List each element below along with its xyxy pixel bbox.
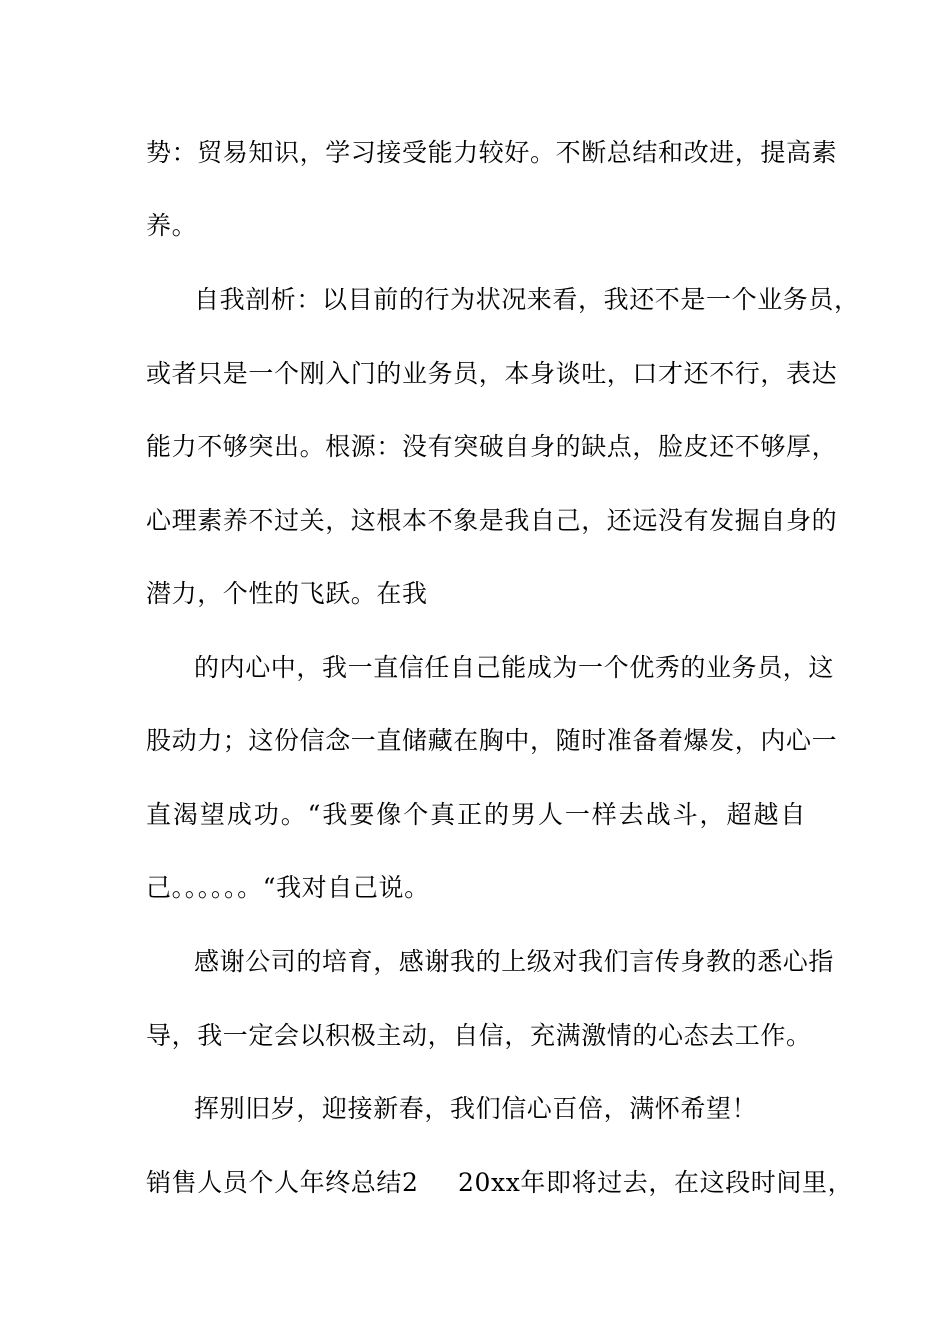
paragraph-line: 己。。。。。。“我对自己说。 xyxy=(146,873,430,902)
paragraph-line: 挥别旧岁，迎接新春，我们信心百倍，满怀希望！ xyxy=(194,1094,758,1123)
paragraph-line: 心理素养不过关，这根本不象是我自己，还远没有发掘自身的 xyxy=(146,506,838,535)
paragraph-line: 直渴望成功。“我要像个真正的男人一样去战斗，超越自 xyxy=(146,800,806,829)
paragraph-line: 股动力；这份信念一直储藏在胸中，随时准备着爆发，内心一 xyxy=(146,726,838,755)
section-title: 销售人员个人年终总结2 xyxy=(146,1168,419,1197)
paragraph-line: 势：贸易知识，学习接受能力较好。不断总结和改进，提高素 xyxy=(146,138,838,167)
paragraph-line: 感谢公司的培育，感谢我的上级对我们言传身教的悉心指 xyxy=(194,947,835,976)
paragraph-line: 或者只是一个刚入门的业务员，本身谈吐，口才还不行，表达 xyxy=(146,359,838,388)
paragraph-line: 的内心中，我一直信任自己能成为一个优秀的业务员，这 xyxy=(194,653,835,682)
paragraph-line: 养。 xyxy=(146,211,198,240)
paragraph-line: 潜力，个性的飞跃。在我 xyxy=(146,579,428,608)
paragraph-line: 能力不够突出。根源：没有突破自身的缺点，脸皮还不够厚， xyxy=(146,432,838,461)
section-intro-text: 20xx年即将过去，在这段时间里， xyxy=(458,1168,854,1197)
paragraph-line: 导，我一定会以积极主动，自信，充满激情的心态去工作。 xyxy=(146,1021,812,1050)
paragraph-line: 自我剖析：以目前的行为状况来看，我还不是一个业务员， xyxy=(194,285,860,314)
